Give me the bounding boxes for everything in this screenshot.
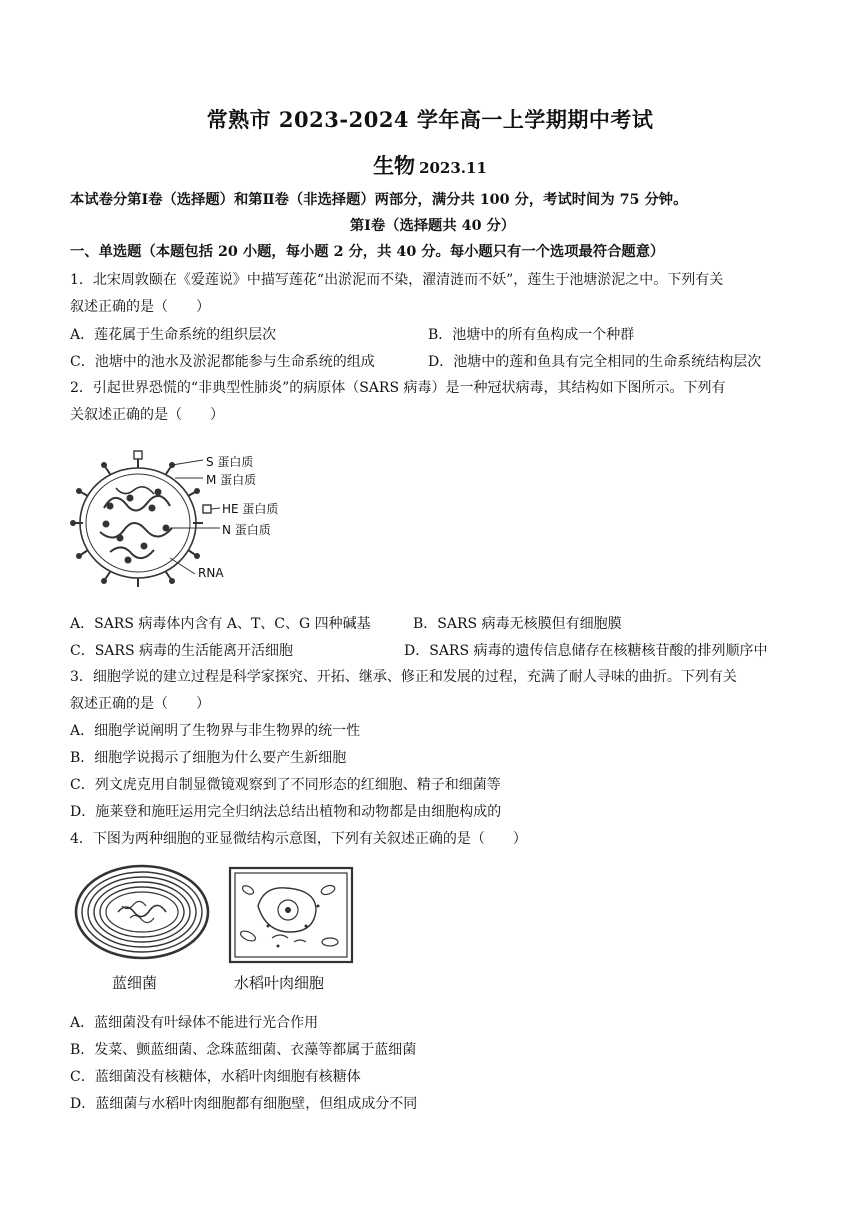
q2-stem-line-2: 关叙述正确的是（ ） — [70, 407, 224, 423]
label-cyanobacteria: 蓝细菌 — [112, 974, 158, 992]
label-s-protein: S 蛋白质 — [206, 455, 254, 469]
subject-name: 生物 — [373, 153, 416, 178]
q3-option-d: D．施莱登和施旺运用完全归纳法总结出植物和动物都是由细胞构成的 — [70, 804, 502, 820]
q1-option-d: D．池塘中的莲和鱼具有完全相同的生命系统结构层次 — [428, 354, 762, 370]
q4-option-a: A．蓝细菌没有叶绿体不能进行光合作用 — [70, 1015, 319, 1031]
q3-option-c: C．列文虎克用自制显微镜观察到了不同形态的红细胞、精子和细菌等 — [70, 777, 501, 793]
q1-option-c: C．池塘中的池水及淤泥都能参与生命系统的组成 — [70, 354, 375, 370]
exam-intro: 本试卷分第Ⅰ卷（选择题）和第Ⅱ卷（非选择题）两部分，满分共 100 分，考试时间为 75 分钟。 — [70, 192, 688, 208]
section1-title: 一、单选题（本题包括 20 小题，每小题 2 分，共 40 分。每小题只有一个选项最符合题意） — [70, 244, 665, 260]
cyanobacteria-figure — [72, 862, 212, 992]
label-rice-mesophyll-cell: 水稻叶肉细胞 — [234, 974, 325, 992]
q4-stem-line-1: 4．下图为两种细胞的亚显微结构示意图，下列有关叙述正确的是（ ） — [70, 831, 527, 847]
label-rna: RNA — [198, 566, 224, 580]
q3-stem-line-1: 3．细胞学说的建立过程是科学家探究、开拓、继承、修正和发展的过程，充满了耐人寻味的曲折。下列有关 — [70, 669, 737, 685]
q4-option-b: B．发菜、颤蓝细菌、念珠蓝细菌、衣藻等都属于蓝细菌 — [70, 1042, 417, 1058]
q2-option-c: C．SARS 病毒的生活能离开活细胞 — [70, 643, 293, 659]
q1-stem-line-2: 叙述正确的是（ ） — [70, 299, 210, 315]
q2-option-d: D．SARS 病毒的遗传信息储存在核糖核苷酸的排列顺序中 — [404, 643, 768, 659]
q4-option-d: D．蓝细菌与水稻叶肉细胞都有细胞壁，但组成成分不同 — [70, 1096, 418, 1112]
q2-option-b: B．SARS 病毒无核膜但有细胞膜 — [413, 616, 622, 632]
q3-stem-line-2: 叙述正确的是（ ） — [70, 696, 210, 712]
exam-title: 常熟市 2023-2024 学年高一上学期期中考试 — [206, 107, 654, 132]
q4-option-c: C．蓝细菌没有核糖体，水稻叶肉细胞有核糖体 — [70, 1069, 361, 1085]
part1-title: 第Ⅰ卷（选择题共 40 分） — [349, 218, 516, 234]
q1-stem-line-1: 1．北宋周敦颐在《爱莲说》中描写莲花“出淤泥而不染，濯清涟而不妖”，莲生于池塘淤泥之中。下列有关 — [70, 272, 724, 288]
q2-stem-line-1: 2．引起世界恐慌的“非典型性肺炎”的病原体（SARS 病毒）是一种冠状病毒，其结构如下图所示。下列有 — [70, 380, 726, 396]
q3-option-b: B．细胞学说揭示了细胞为什么要产生新细胞 — [70, 750, 347, 766]
exam-subject-line — [0, 150, 860, 180]
rice-mesophyll-cell-diagram — [228, 866, 354, 964]
label-he-protein: HE 蛋白质 — [222, 502, 279, 516]
exam-date: 2023.11 — [419, 159, 487, 177]
q2-option-a: A．SARS 病毒体内含有 A、T、C、G 四种碱基 — [70, 616, 371, 632]
sars-virus-figure — [70, 448, 300, 588]
label-m-protein: M 蛋白质 — [206, 473, 257, 487]
cyanobacteria-diagram — [72, 862, 212, 962]
q1-option-a: A．莲花属于生命系统的组织层次 — [70, 327, 277, 343]
sars-virus-diagram — [70, 448, 300, 588]
rice-mesophyll-cell-figure — [228, 866, 354, 992]
label-n-protein: N 蛋白质 — [222, 523, 271, 537]
q1-option-b: B．池塘中的所有鱼构成一个种群 — [428, 327, 635, 343]
q3-option-a: A．细胞学说阐明了生物界与非生物界的统一性 — [70, 723, 361, 739]
